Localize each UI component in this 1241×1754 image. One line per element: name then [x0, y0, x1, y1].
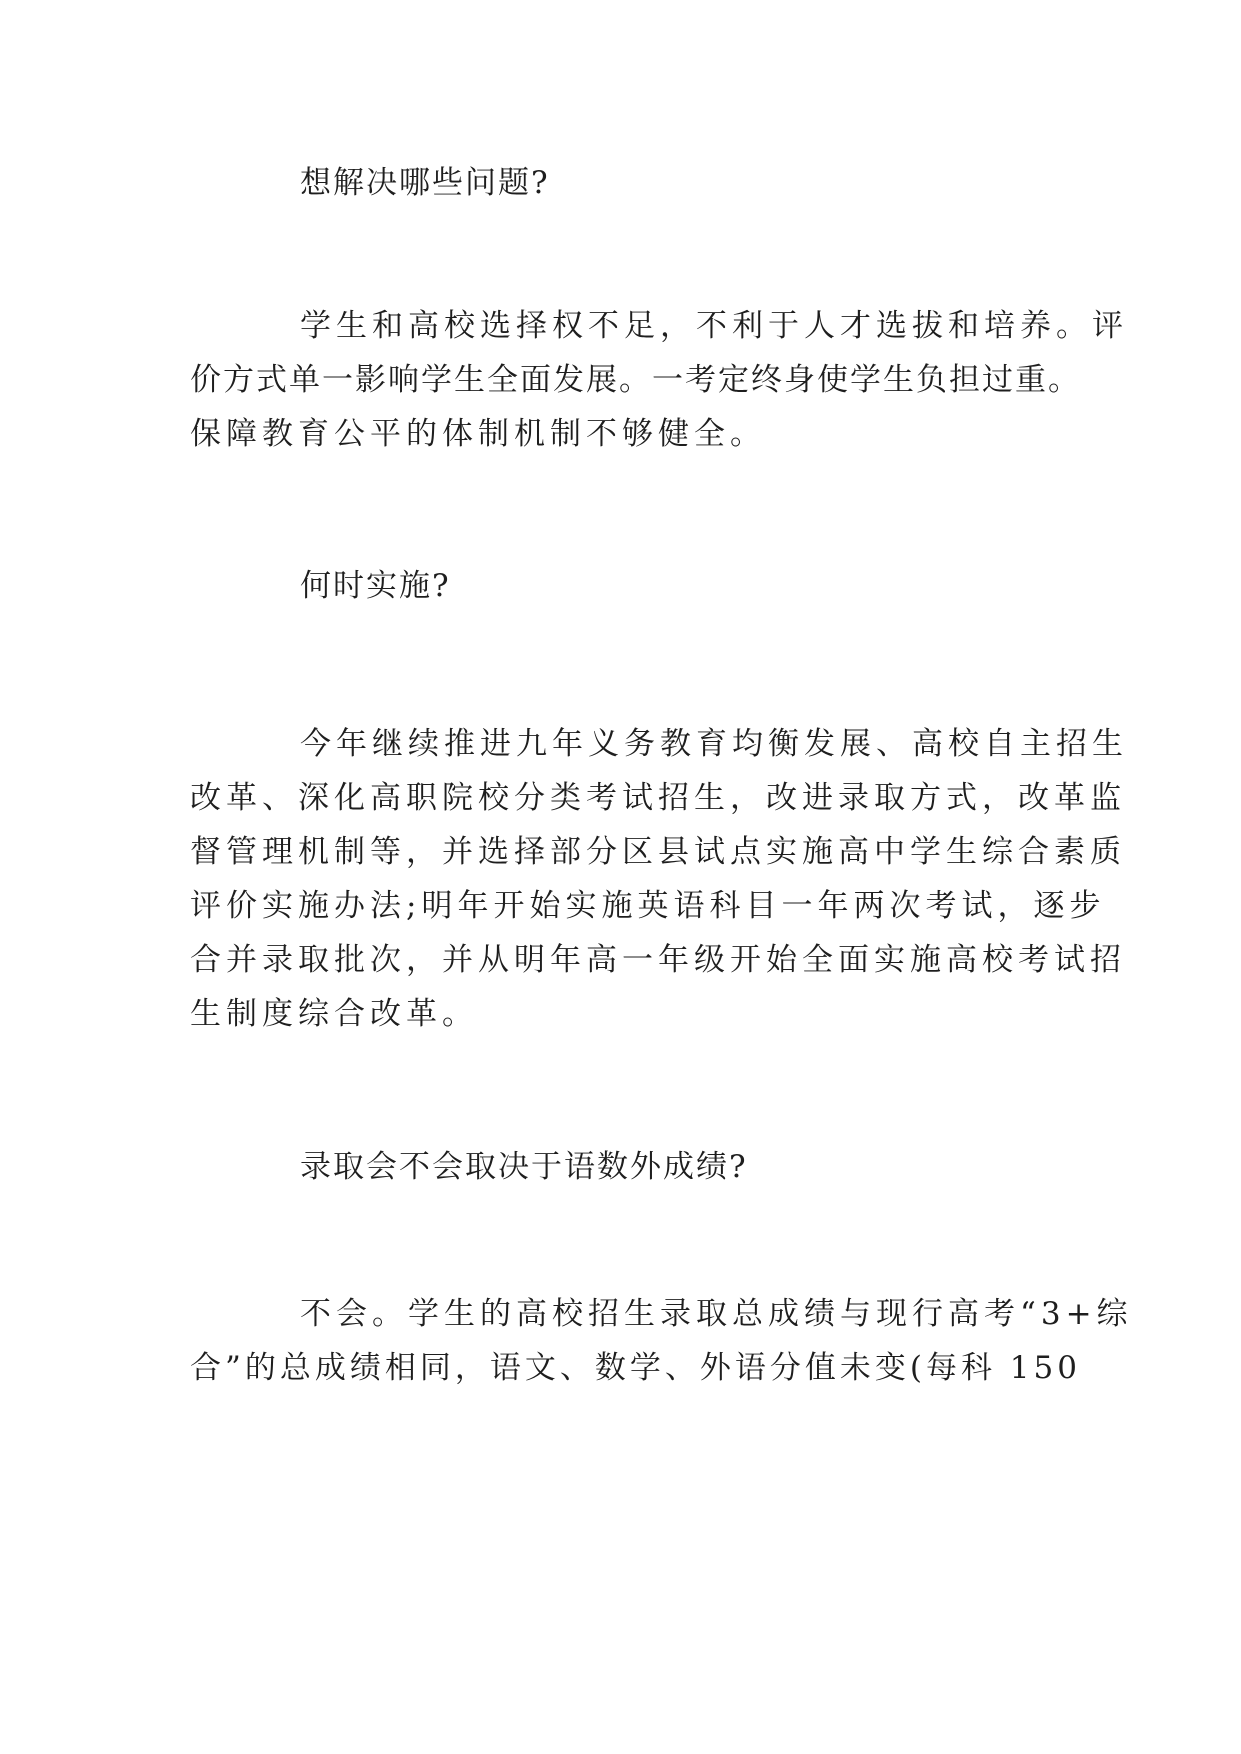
paragraph-line: 保障教育公平的体制机制不够健全。 [190, 416, 766, 452]
paragraph-line: 合并录取批次，并从明年高一年级开始全面实施高校考试招 [190, 942, 1126, 978]
section-heading-admission: 录取会不会取决于语数外成绩? [300, 1149, 748, 1185]
paragraph-line: 学生和高校选择权不足，不利于人才选拔和培养。评 [300, 308, 1128, 344]
section-heading-problems: 想解决哪些问题? [300, 165, 550, 201]
paragraph-line: 生制度综合改革。 [190, 996, 478, 1032]
paragraph-line: 改革、深化高职院校分类考试招生，改进录取方式，改革监 [190, 780, 1126, 816]
paragraph-line: 督管理机制等，并选择部分区县试点实施高中学生综合素质 [190, 834, 1126, 870]
section-heading-when: 何时实施? [300, 568, 451, 604]
paragraph-line: 价方式单一影响学生全面发展。一考定终身使学生负担过重。 [190, 362, 1081, 398]
paragraph-line: 合”的总成绩相同，语文、数学、外语分值未变(每科 150 [190, 1350, 1081, 1386]
paragraph-line: 今年继续推进九年义务教育均衡发展、高校自主招生 [300, 726, 1128, 762]
paragraph-line: 不会。学生的高校招生录取总成绩与现行高考“3+综 [300, 1296, 1133, 1332]
paragraph-line: 评价实施办法;明年开始实施英语科目一年两次考试，逐步 [190, 888, 1106, 924]
